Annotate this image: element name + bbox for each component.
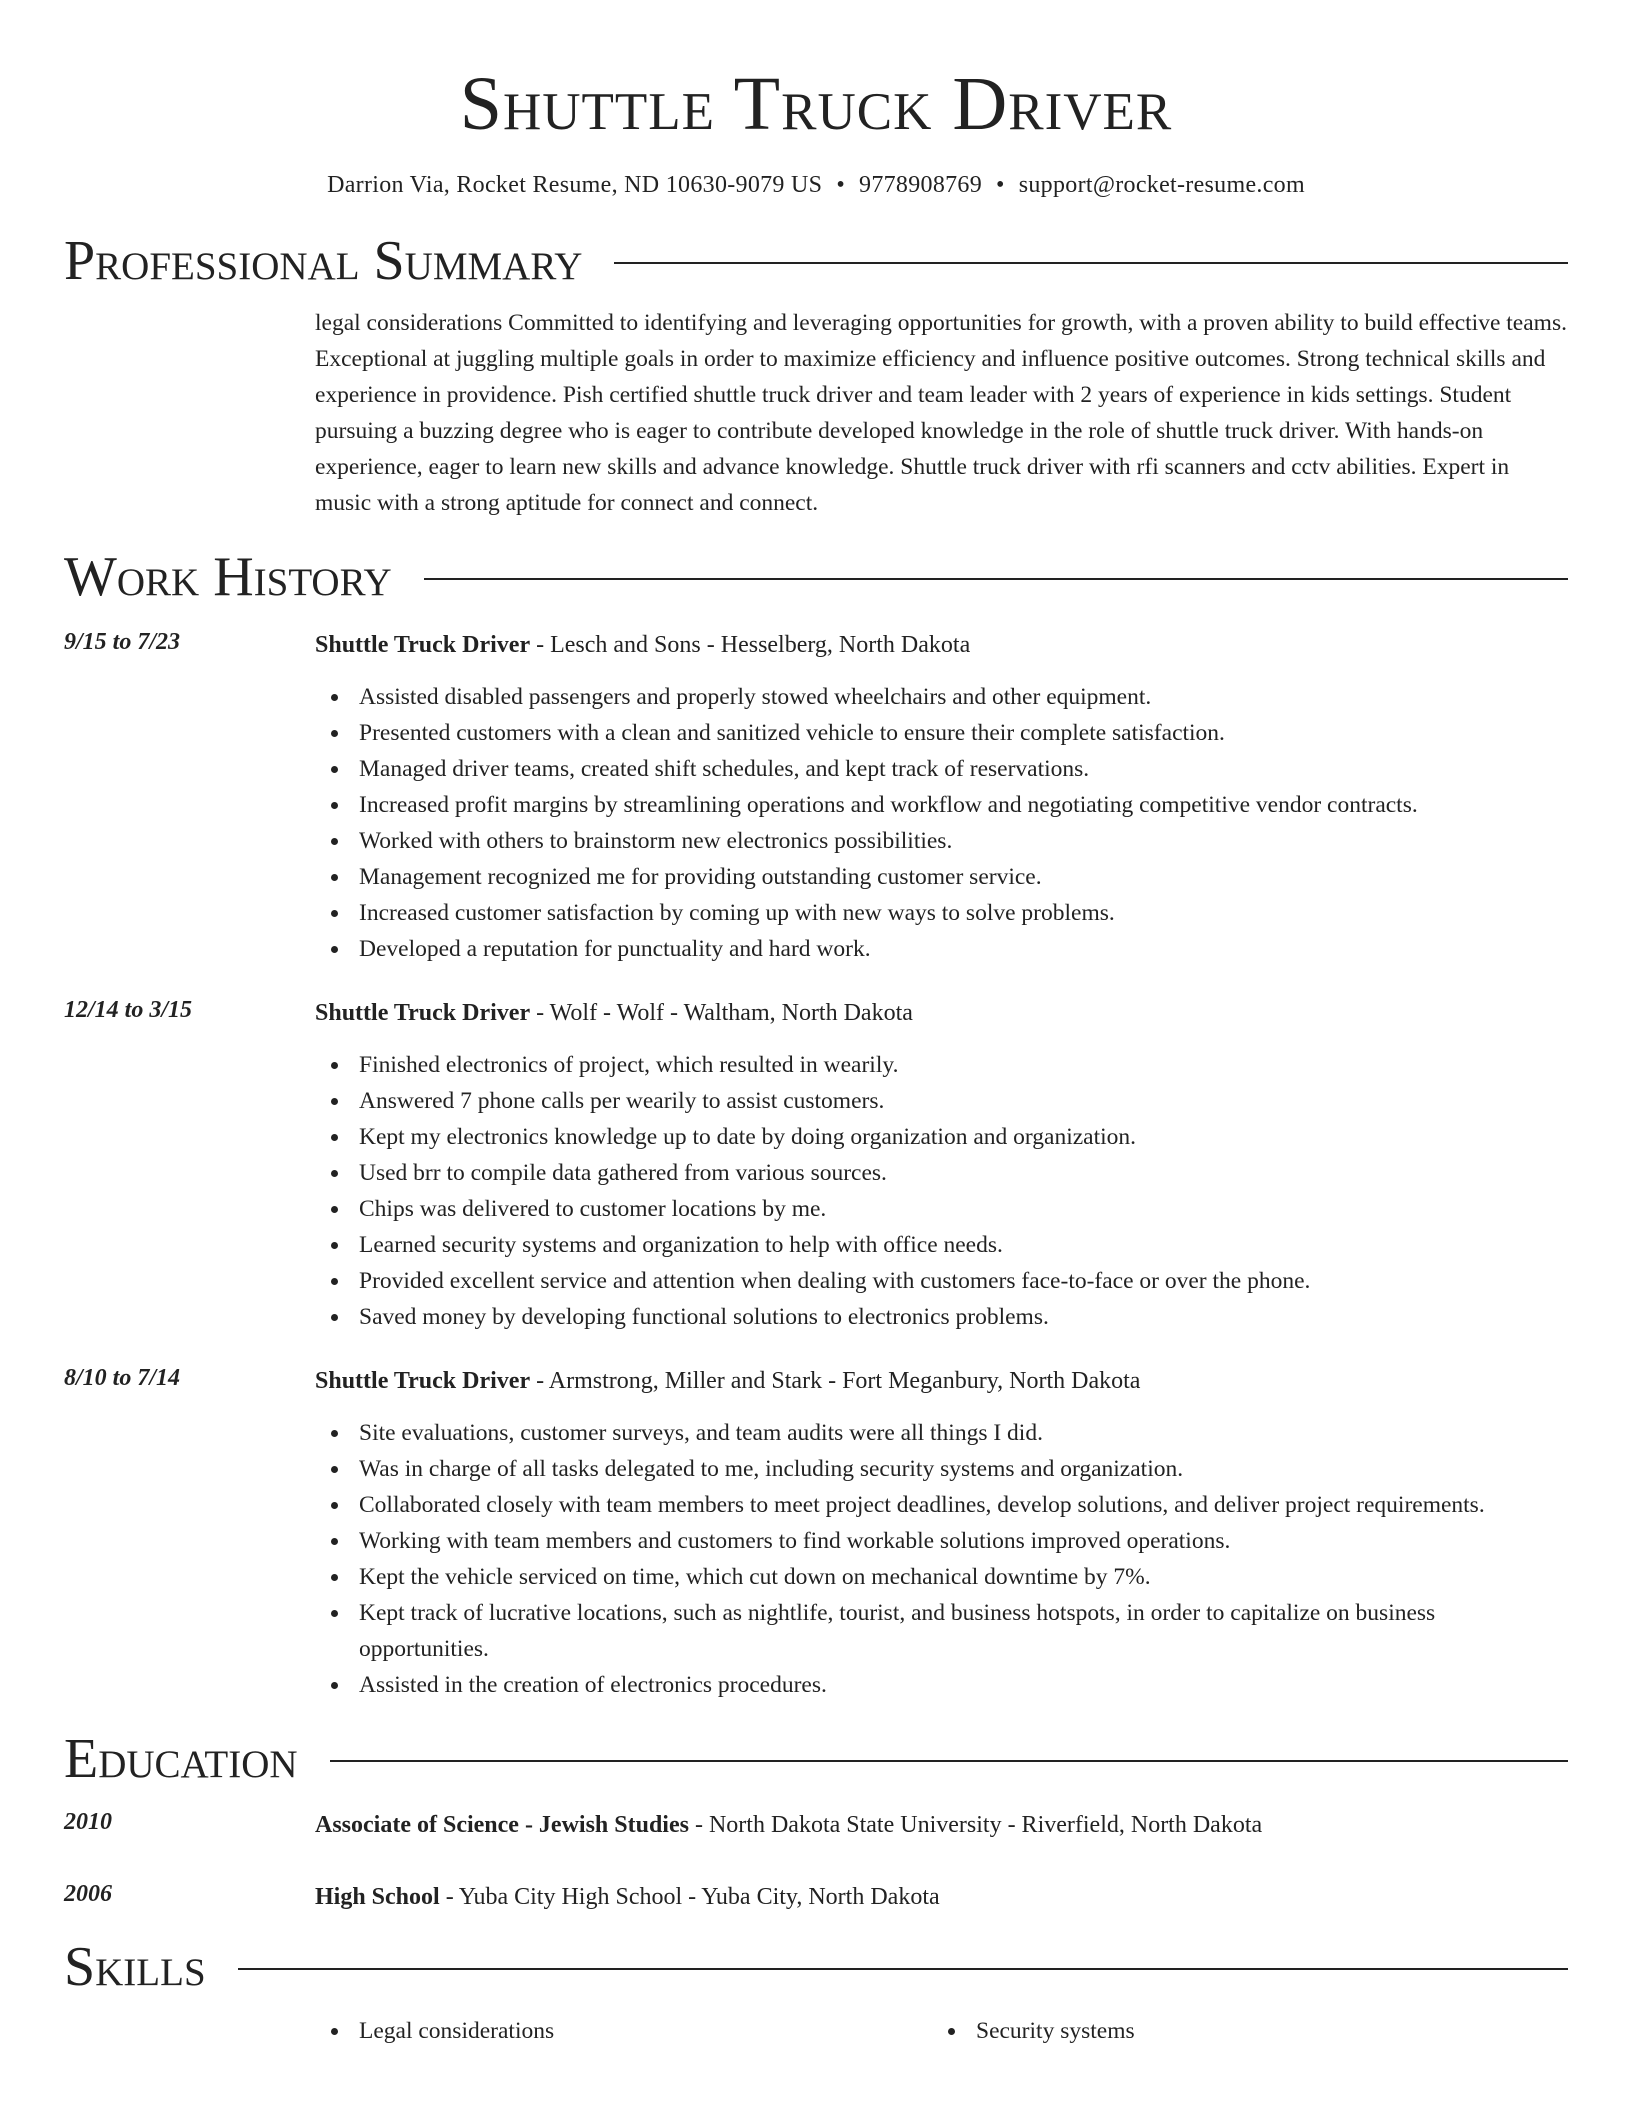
education-details: - North Dakota State University - Riverfield, North Dakota [688,1812,1263,1838]
job-title: Shuttle Truck Driver [315,1000,531,1026]
bullet-item: Finished electronics of project, which resulted in wearily. [359,1047,1568,1083]
job-heading [315,629,1568,661]
job-bullets [315,1415,1568,1703]
skills-spacer [64,2013,315,2049]
job-entry [64,629,1568,967]
job-dates: 9/15 to 7/23 [64,629,181,655]
bullet-item: Used brr to compile data gathered from various sources. [359,1155,1568,1191]
section-title: Education [64,1728,298,1790]
job-title: Shuttle Truck Driver [315,1368,531,1394]
job-details: - Armstrong, Miller and Stark - Fort Meganbury, North Dakota [530,1368,1141,1394]
resume-title: Shuttle Truck Driver [459,62,1173,146]
section-title: Work History [64,546,392,608]
education-details: - Yuba City High School - Yuba City, North Dakota [439,1884,940,1910]
section-heading-skills [64,1935,1568,1999]
contact-line [64,172,1568,199]
section-divider [424,578,1568,580]
education-year: 2006 [64,1881,112,1907]
bullet-item: Assisted in the creation of electronics procedures. [359,1667,1568,1703]
job-body [315,629,1568,967]
skills-column-left [315,2013,932,2049]
summary-spacer [64,293,315,521]
job-dates: 8/10 to 7/14 [64,1365,181,1391]
education-degree: High School [315,1884,440,1910]
bullet-item: Assisted disabled passengers and properly stowed wheelchairs and other equipment. [359,679,1568,715]
bullet-item: Collaborated closely with team members to meet project deadlines, develop solutions, and deliver project requirements. [359,1487,1568,1523]
bullet-item: Was in charge of all tasks delegated to me, including security systems and organization. [359,1451,1568,1487]
resume-page [64,0,1568,2049]
bullet-item: Managed driver teams, created shift schedules, and kept track of reservations. [359,751,1568,787]
bullet-item: Management recognized me for providing outstanding customer service. [359,859,1568,895]
skills-grid [315,2013,1568,2049]
summary-row [64,293,1568,521]
bullet-item: Kept my electronics knowledge up to date by doing organization and organization. [359,1119,1568,1155]
bullet-item: Chips was delivered to customer locations by me. [359,1191,1568,1227]
job-heading [315,997,1568,1029]
education-entry [64,1809,1568,1841]
bullet-item: Increased profit margins by streamlining operations and workflow and negotiating competitive vendor contracts. [359,787,1568,823]
bullet-item: Developed a reputation for punctuality and hard work. [359,931,1568,967]
bullet-item: Answered 7 phone calls per wearily to assist customers. [359,1083,1568,1119]
contact-address: Darrion Via, Rocket Resume, ND 10630-9079 US [327,172,823,198]
section-heading-summary [64,229,1568,293]
bullet-item: Working with team members and customers to find workable solutions improved operations. [359,1523,1568,1559]
section-heading-education [64,1727,1568,1791]
section-title: Skills [64,1936,206,1998]
summary-text: legal considerations Committed to identifying and leveraging opportunities for growth, with a proven ability to build effective teams. Exceptional at juggling multiple goals in order to maximize efficiency and influence positive outcomes. Strong technical skills and experience in providence. Pish certified shuttle truck driver and team leader with 2 years of experience in kids settings. Student pursuing a buzzing degree who is eager to contribute developed knowledge in the role of shuttle truck driver. With hands-on experience, eager to learn new skills and advance knowledge. Shuttle truck driver with rfi scanners and cctv abilities. Expert in music with a strong aptitude for connect and connect. [315,310,1567,516]
contact-email: support@rocket-resume.com [1018,172,1305,198]
skills-list [932,2013,1549,2049]
section-divider [330,1760,1568,1762]
education-body [315,1881,1568,1913]
skills-row [64,2013,1568,2049]
job-entry [64,1365,1568,1703]
bullet-item: Site evaluations, customer surveys, and team audits were all things I did. [359,1415,1568,1451]
job-dates: 12/14 to 3/15 [64,997,193,1023]
job-entry [64,997,1568,1335]
job-bullets [315,1047,1568,1335]
skills-column-right [932,2013,1549,2049]
contact-separator: • [836,172,846,198]
bullet-item: Presented customers with a clean and sanitized vehicle to ensure their complete satisfaction. [359,715,1568,751]
education-degree: Associate of Science - Jewish Studies [315,1812,689,1838]
bullet-item: Provided excellent service and attention when dealing with customers face-to-face or over the phone. [359,1263,1568,1299]
education-body [315,1809,1568,1841]
education-entry [64,1881,1568,1913]
skill-item: Security systems [976,2013,1549,2049]
bullet-item: Kept the vehicle serviced on time, which cut down on mechanical downtime by 7%. [359,1559,1568,1595]
section-divider [238,1968,1568,1970]
job-heading [315,1365,1568,1397]
job-body [315,997,1568,1335]
bullet-item: Increased customer satisfaction by coming up with new ways to solve problems. [359,895,1568,931]
job-bullets [315,679,1568,967]
section-heading-work [64,545,1568,609]
bullet-item: Kept track of lucrative locations, such as nightlife, tourist, and business hotspots, in order to capitalize on business opportunities. [359,1595,1568,1667]
contact-phone: 9778908769 [859,172,983,198]
job-body [315,1365,1568,1703]
job-details: - Wolf - Wolf - Waltham, North Dakota [530,1000,913,1026]
bullet-item: Worked with others to brainstorm new electronics possibilities. [359,823,1568,859]
job-title: Shuttle Truck Driver [315,632,531,658]
skill-item: Legal considerations [359,2013,932,2049]
section-title: Professional Summary [64,230,583,292]
contact-separator: • [996,172,1005,198]
section-divider [614,262,1568,264]
bullet-item: Saved money by developing functional solutions to electronics problems. [359,1299,1568,1335]
education-year: 2010 [64,1809,112,1835]
job-details: - Lesch and Sons - Hesselberg, North Dakota [530,632,971,658]
bullet-item: Learned security systems and organization to help with office needs. [359,1227,1568,1263]
skills-list [315,2013,932,2049]
